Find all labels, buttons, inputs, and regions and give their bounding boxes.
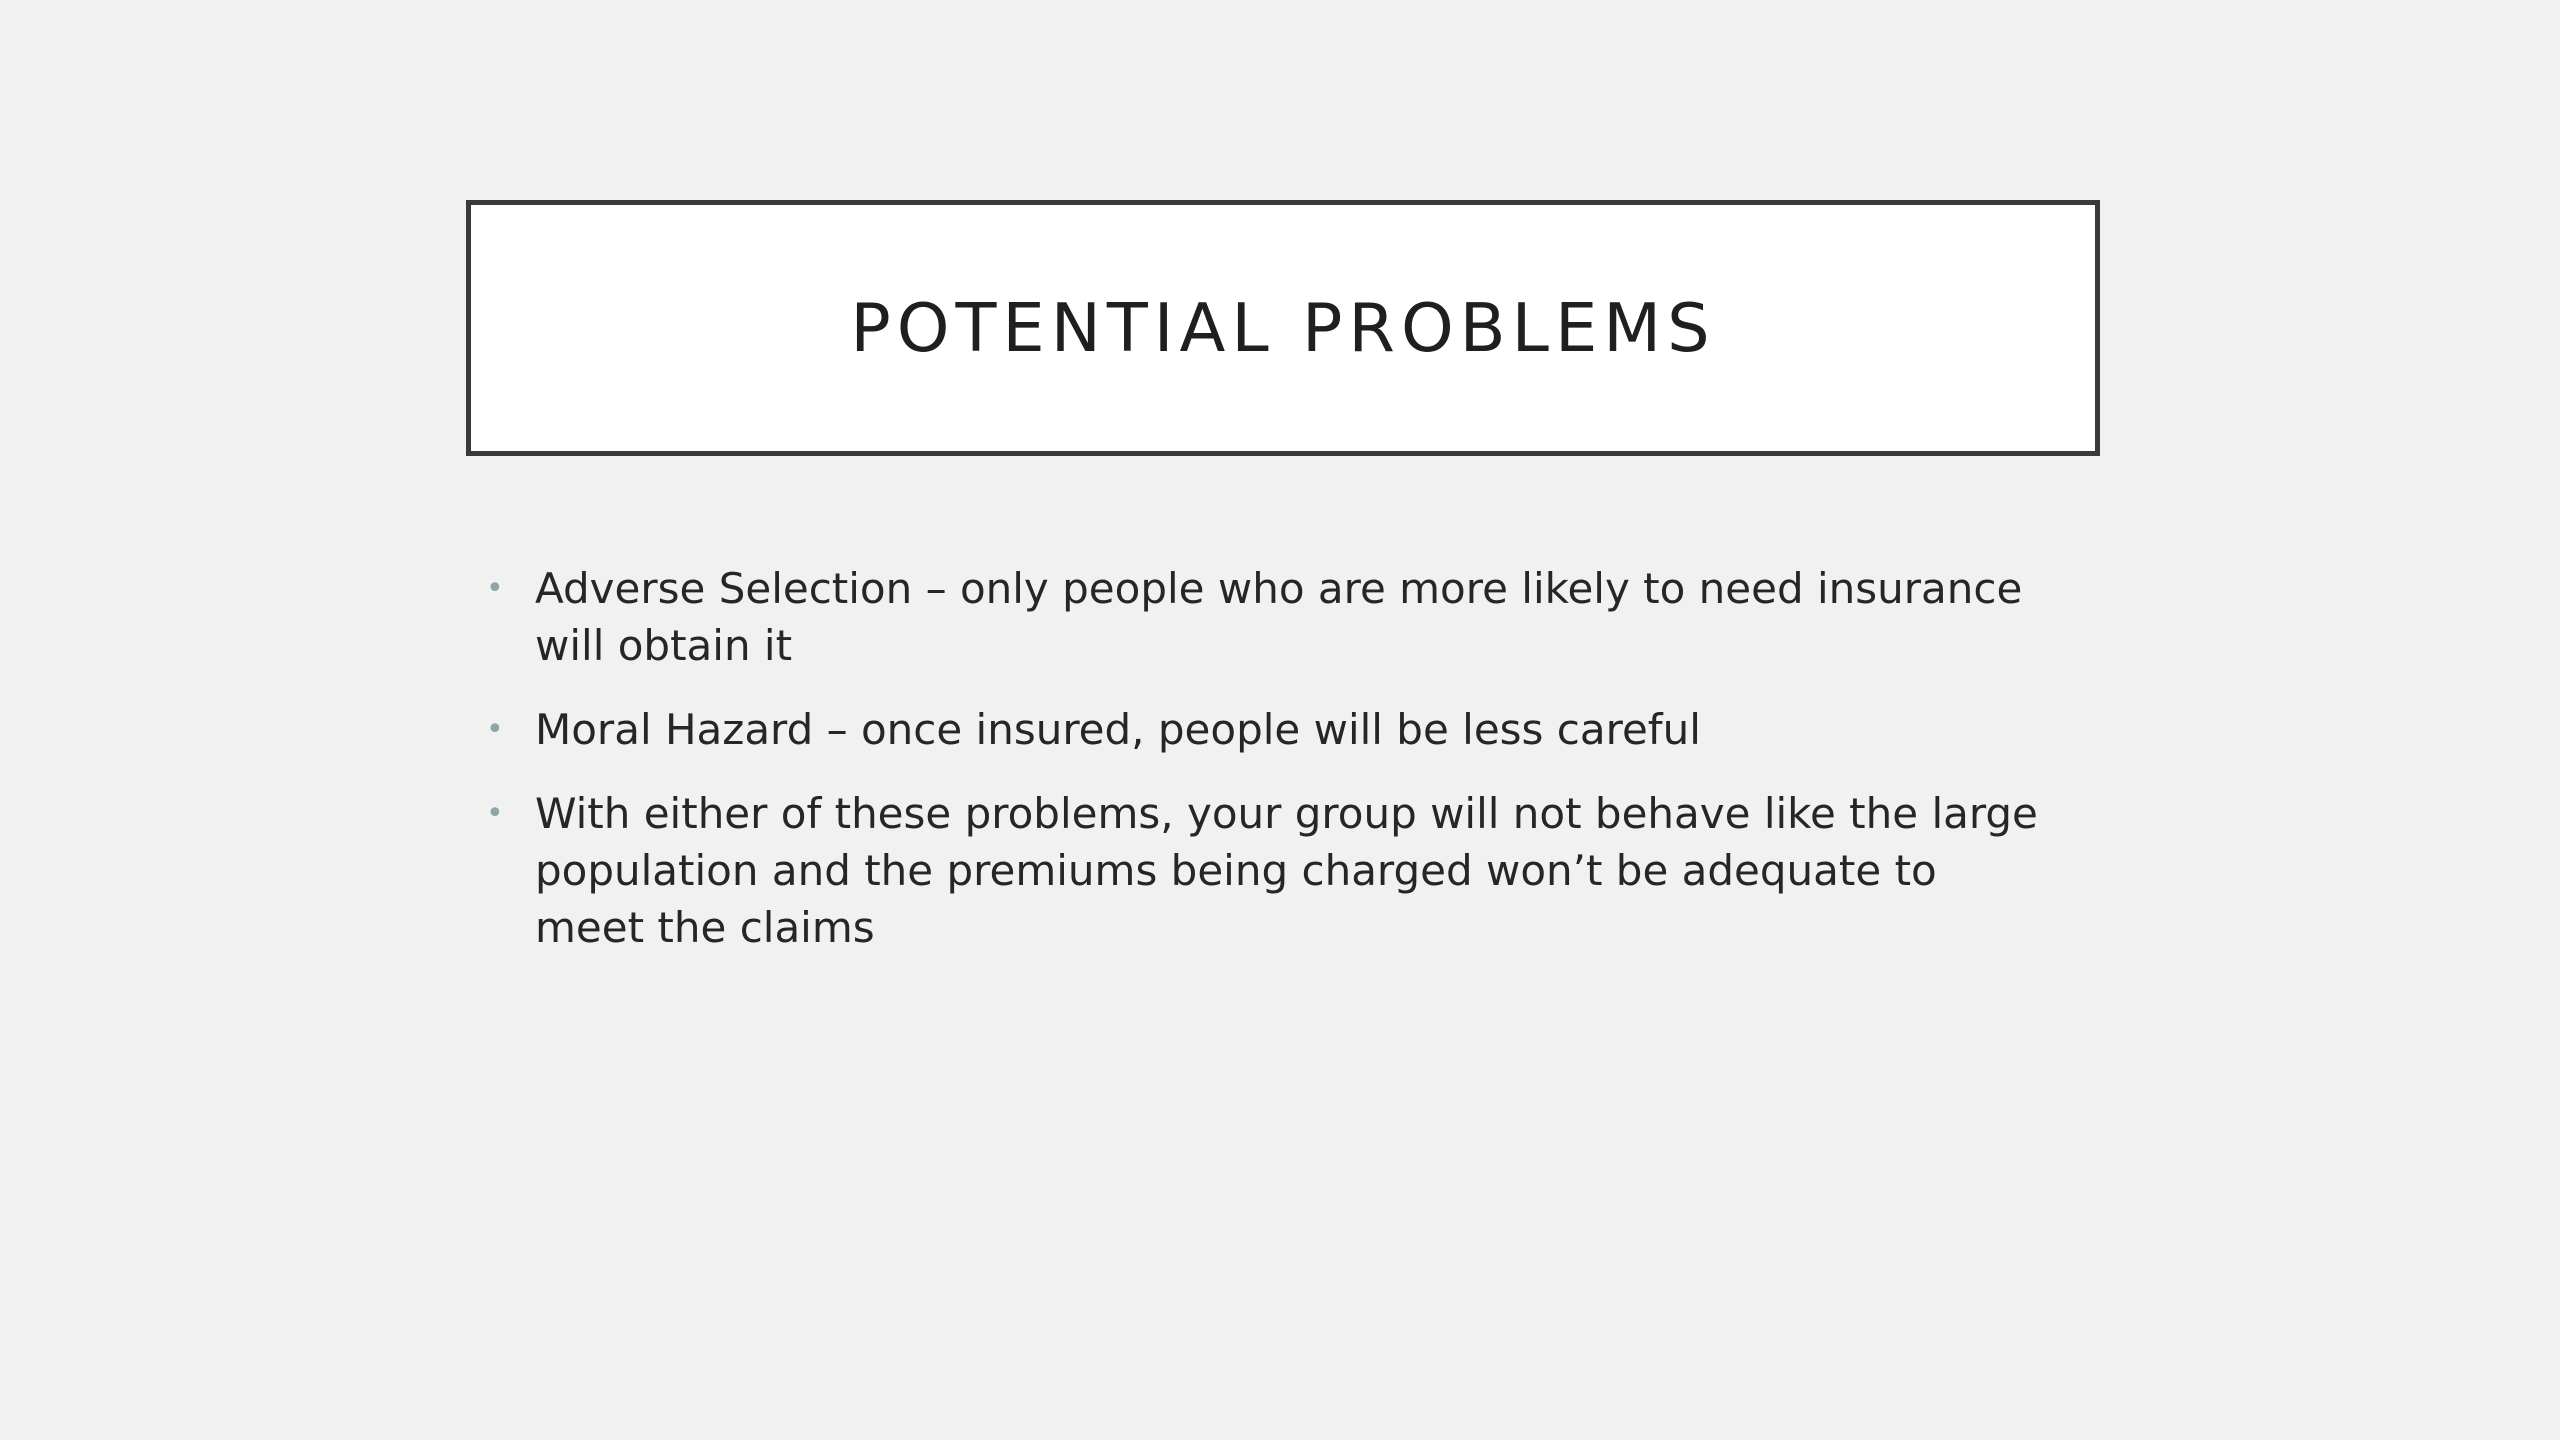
bullet-text: With either of these problems, your group will not behave like the large population and the premiums being charged won’t be adequate to meet the claims: [535, 789, 2038, 952]
slide-title: POTENTIAL PROBLEMS: [850, 289, 1716, 367]
bullet-item-consequence: [484, 785, 2044, 956]
bullet-item-moral-hazard: [484, 701, 2044, 758]
bullet-icon: •: [486, 796, 504, 831]
bullet-list: [484, 560, 2044, 983]
bullet-icon: •: [486, 712, 504, 747]
bullet-text: Moral Hazard – once insured, people will be less careful: [535, 705, 1701, 754]
bullet-item-adverse-selection: [484, 560, 2044, 674]
bullet-icon: •: [486, 571, 504, 606]
title-box: [466, 200, 2100, 456]
bullet-text: Adverse Selection – only people who are more likely to need insurance will obtain it: [535, 564, 2023, 670]
